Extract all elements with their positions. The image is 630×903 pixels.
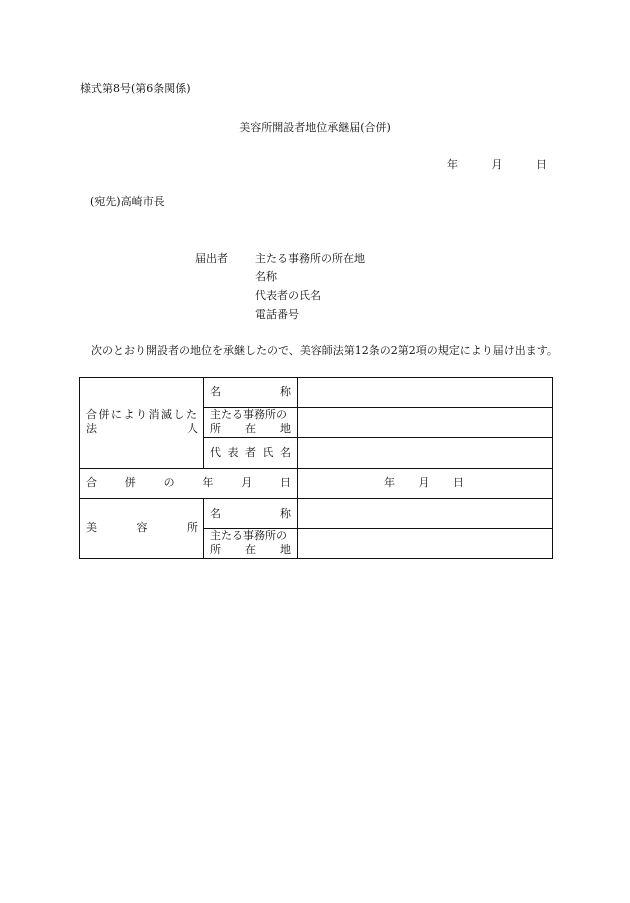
applicant-label: 届出者: [195, 252, 228, 265]
table-rule: [203, 377, 204, 468]
addressee: (宛先)高崎市長: [90, 195, 165, 208]
merger-date-month: 月: [418, 476, 430, 489]
merger-date-label: 合 併 の 年 月 日: [86, 476, 291, 489]
salon-office-label-line1: 主たる事務所の: [210, 529, 287, 542]
corp-name-label: 名 称: [210, 385, 291, 398]
applicant-field-phone: 電話番号: [255, 308, 299, 321]
date-month: 月: [491, 158, 503, 171]
salon-office-label-line2: 所 在 地: [210, 543, 291, 556]
table-border-top: [79, 377, 553, 378]
corp-office-label-line1: 主たる事務所の: [210, 408, 287, 421]
form-number: 様式第8号(第6条関係): [80, 82, 191, 95]
applicant-field-address: 主たる事務所の所在地: [255, 252, 365, 265]
dissolved-corporation-label: [86, 408, 198, 436]
body-text: 次のとおり開設者の地位を承継したので、美容師法第12条の2第2項の規定により届け出ます。: [91, 344, 558, 357]
merger-date-year: 年: [384, 476, 395, 489]
merger-date-value: [384, 476, 464, 490]
date-day: 日: [536, 158, 547, 171]
form-table: [79, 377, 553, 559]
corp-office-label: [210, 408, 291, 436]
applicant-field-representative: 代表者の氏名: [255, 289, 321, 302]
corp-office-label-line2: 所 在 地: [210, 422, 291, 435]
dissolved-corporation-label-line2: 法 人: [86, 422, 198, 435]
salon-office-label: [210, 529, 291, 557]
merger-date-day: 日: [453, 476, 464, 489]
table-border-bottom: [79, 558, 553, 559]
table-rule: [297, 377, 298, 559]
applicant-field-name: 名称: [255, 270, 277, 283]
document-title: 美容所開設者地位承継届(合併): [239, 121, 391, 134]
table-border-right: [552, 377, 553, 559]
table-border-left: [79, 377, 80, 559]
table-rule: [79, 468, 553, 469]
table-rule: [203, 437, 553, 438]
corp-representative-label: 代 表 者 氏 名: [210, 446, 291, 459]
salon-label: 美 容 所: [86, 521, 198, 534]
salon-name-label: 名 称: [210, 507, 291, 520]
date-year: 年: [447, 158, 458, 171]
dissolved-corporation-label-line1: 合 併 に よ り 消 滅 し た: [86, 408, 198, 421]
table-rule: [79, 498, 553, 499]
submission-date: [447, 156, 547, 172]
table-rule: [203, 498, 204, 559]
